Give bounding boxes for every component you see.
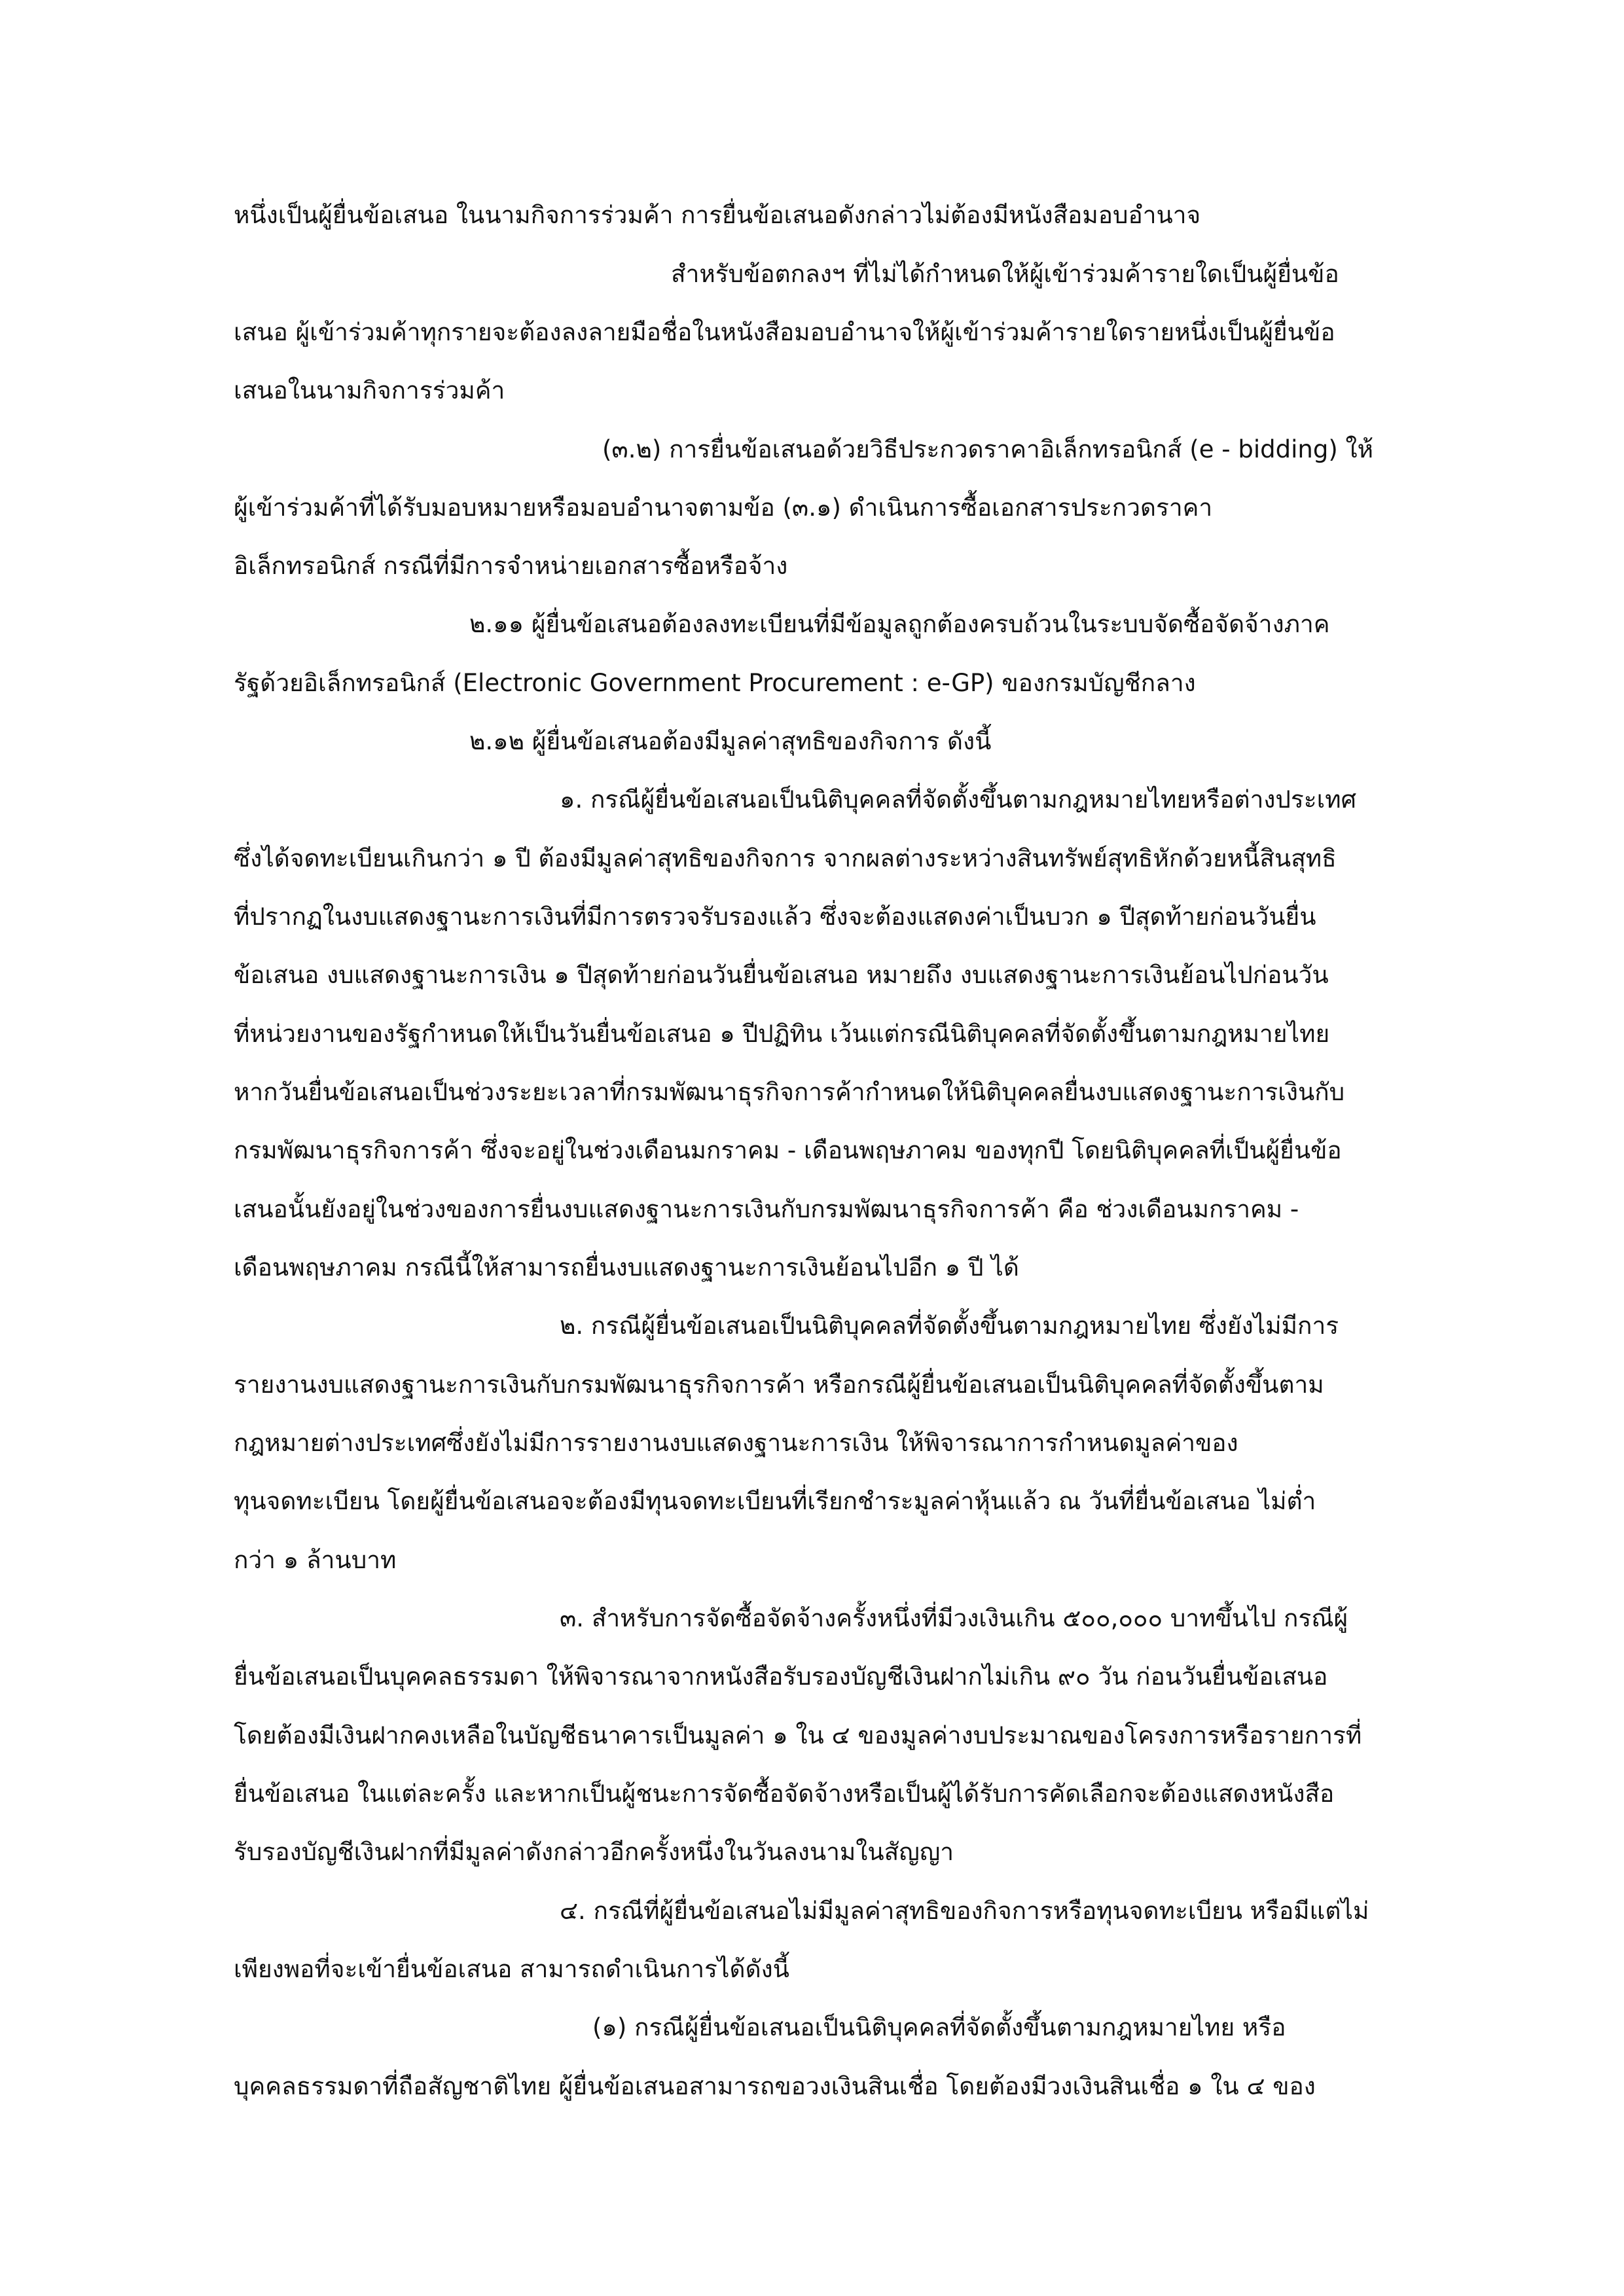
text-line-15: ที่หน่วยงานของรัฐกำหนดให้เป็นวันยื่นข้อเสนอ ๑ ปีปฏิทิน เว้นแต่กรณีนิติบุคคลที่จัดตั้งขึ้นตามกฎหมายไทย [234, 1020, 1330, 1048]
text-line-6: ผู้เข้าร่วมค้าที่ได้รับมอบหมายหรือมอบอำนาจตามข้อ (๓.๑) ดำเนินการซื้อเอกสารประกวดราคา [234, 493, 1213, 522]
text-line-8: ๒.๑๑ ผู้ยื่นข้อเสนอต้องลงทะเบียนที่มีข้อมูลถูกต้องครบถ้วนในระบบจัดซื้อจัดจ้างภาค [469, 610, 1330, 638]
text-line-30: ๔. กรณีที่ผู้ยื่นข้อเสนอไม่มีมูลค่าสุทธิของกิจการหรือทุนจดทะเบียน หรือมีแต่ไม่ [560, 1897, 1369, 1925]
text-line-27: โดยต้องมีเงินฝากคงเหลือในบัญชีธนาคารเป็นมูลค่า ๑ ใน ๔ ของมูลค่างบประมาณของโครงการหรือรายการที่ [234, 1721, 1362, 1749]
text-line-23: ทุนจดทะเบียน โดยผู้ยื่นข้อเสนอจะต้องมีทุนจดทะเบียนที่เรียกชำระมูลค่าหุ้นแล้ว ณ วันที่ยื่นข้อเสนอ ไม่ต่ำ [234, 1487, 1316, 1515]
text-line-20: ๒. กรณีผู้ยื่นข้อเสนอเป็นนิติบุคคลที่จัดตั้งขึ้นตามกฎหมายไทย ซึ่งยังไม่มีการ [560, 1312, 1339, 1340]
text-line-28: ยื่นข้อเสนอ ในแต่ละครั้ง และหากเป็นผู้ชนะการจัดซื้อจัดจ้างหรือเป็นผู้ได้รับการคัดเลือกจะต้องแสดงหนังสือ [234, 1780, 1335, 1808]
text-line-33: บุคคลธรรมดาที่ถือสัญชาติไทย ผู้ยื่นข้อเสนอสามารถขอวงเงินสินเชื่อ โดยต้องมีวงเงินสินเชื่อ ๑ ใน ๔ ของ [234, 2072, 1316, 2100]
text-line-24: กว่า ๑ ล้านบาท [234, 1546, 397, 1574]
text-line-3: เสนอ ผู้เข้าร่วมค้าทุกรายจะต้องลงลายมือชื่อในหนังสือมอบอำนาจให้ผู้เข้าร่วมค้ารายใดรายหนึ่งเป็นผู้ยื่นข้อ [234, 318, 1335, 346]
text-line-17: กรมพัฒนาธุรกิจการค้า ซึ่งจะอยู่ในช่วงเดือนมกราคม - เดือนพฤษภาคม ของทุกปี โดยนิติบุคคลที่เป็นผู้ยื่นข้อ [234, 1136, 1342, 1164]
text-line-31: เพียงพอที่จะเข้ายื่นข้อเสนอ สามารถดำเนินการได้ดังนี้ [234, 1955, 789, 1983]
text-line-18: เสนอนั้นยังอยู่ในช่วงของการยื่นงบแสดงฐานะการเงินกับกรมพัฒนาธุรกิจการค้า คือ ช่วงเดือนมกราคม - [234, 1195, 1299, 1223]
text-line-19: เดือนพฤษภาคม กรณีนี้ให้สามารถยื่นงบแสดงฐานะการเงินย้อนไปอีก ๑ ปี ได้ [234, 1253, 1019, 1282]
text-line-29: รับรองบัญชีเงินฝากที่มีมูลค่าดังกล่าวอีกครั้งหนึ่งในวันลงนามในสัญญา [234, 1838, 954, 1866]
text-line-5: (๓.๒) การยื่นข้อเสนอด้วยวิธีประกวดราคาอิเล็กทรอนิกส์ (e - bidding) ให้ [602, 435, 1373, 463]
text-line-16: หากวันยื่นข้อเสนอเป็นช่วงระยะเวลาที่กรมพัฒนาธุรกิจการค้ากำหนดให้นิติบุคคลยื่นงบแสดงฐานะการเงินกับ [234, 1078, 1345, 1106]
text-line-25: ๓. สำหรับการจัดซื้อจัดจ้างครั้งหนึ่งที่มีวงเงินเกิน ๕๐๐,๐๐๐ บาทขึ้นไป กรณีผู้ [560, 1604, 1348, 1632]
text-line-2: สำหรับข้อตกลงฯ ที่ไม่ได้กำหนดให้ผู้เข้าร่วมค้ารายใดเป็นผู้ยื่นข้อ [671, 260, 1339, 288]
text-line-14: ข้อเสนอ งบแสดงฐานะการเงิน ๑ ปีสุดท้ายก่อนวันยื่นข้อเสนอ หมายถึง งบแสดงฐานะการเงินย้อนไปก่อนวัน [234, 961, 1329, 989]
text-line-7: อิเล็กทรอนิกส์ กรณีที่มีการจำหน่ายเอกสารซื้อหรือจ้าง [234, 552, 788, 580]
text-line-11: ๑. กรณีผู้ยื่นข้อเสนอเป็นนิติบุคคลที่จัดตั้งขึ้นตามกฎหมายไทยหรือต่างประเทศ [560, 785, 1357, 814]
text-line-22: กฎหมายต่างประเทศซึ่งยังไม่มีการรายงานงบแสดงฐานะการเงิน ให้พิจารณาการกำหนดมูลค่าของ [234, 1429, 1238, 1457]
text-line-12: ซึ่งได้จดทะเบียนเกินกว่า ๑ ปี ต้องมีมูลค่าสุทธิของกิจการ จากผลต่างระหว่างสินทรัพย์สุทธิหักด้วยหนี้สินสุทธิ [234, 844, 1337, 872]
text-line-13: ที่ปรากฏในงบแสดงฐานะการเงินที่มีการตรวจรับรองแล้ว ซึ่งจะต้องแสดงค่าเป็นบวก ๑ ปีสุดท้ายก่อนวันยื่น [234, 903, 1316, 931]
text-line-21: รายงานงบแสดงฐานะการเงินกับกรมพัฒนาธุรกิจการค้า หรือกรณีผู้ยื่นข้อเสนอเป็นนิติบุคคลที่จัดตั้งขึ้นตาม [234, 1371, 1324, 1399]
text-line-26: ยื่นข้อเสนอเป็นบุคคลธรรมดา ให้พิจารณาจากหนังสือรับรองบัญชีเงินฝากไม่เกิน ๙๐ วัน ก่อนวันยื่นข้อเสนอ [234, 1662, 1328, 1691]
text-line-10: ๒.๑๒ ผู้ยื่นข้อเสนอต้องมีมูลค่าสุทธิของกิจการ ดังนี้ [469, 727, 992, 755]
text-line-32: (๑) กรณีผู้ยื่นข้อเสนอเป็นนิติบุคคลที่จัดตั้งขึ้นตามกฎหมายไทย หรือ [592, 2013, 1286, 2041]
text-line-9: รัฐด้วยอิเล็กทรอนิกส์ (Electronic Government Procurement : e-GP) ของกรมบัญชีกลาง [234, 669, 1196, 697]
text-line-4: เสนอในนามกิจการร่วมค้า [234, 376, 505, 404]
text-line-1: หนึ่งเป็นผู้ยื่นข้อเสนอ ในนามกิจการร่วมค้า การยื่นข้อเสนอดังกล่าวไม่ต้องมีหนังสือมอบอำนาจ [234, 201, 1201, 229]
